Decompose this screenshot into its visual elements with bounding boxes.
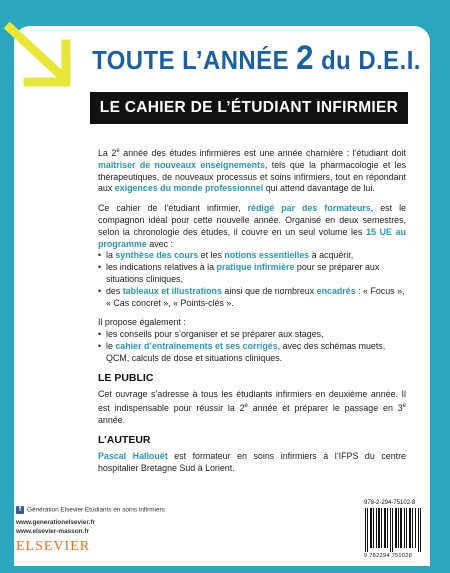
author-heading: L’AUTEUR	[98, 433, 151, 446]
intro-paragraph: La 2e année des études infirmières est une année charnière : l’étudiant doit maîtriser de nouveaux enseignements, tels que la pharmacologie et les thérapeutiques, de nouveaux processus et soins infirmiers, tout en répondant aux exigences du monde professionnel qui attend davantage de lui.	[98, 147, 407, 194]
publisher-logo: ELSEVIER	[16, 539, 91, 554]
arrow-icon	[2, 20, 88, 100]
facebook-icon: f	[16, 506, 24, 514]
barcode-icon	[364, 508, 422, 552]
list-item: • la synthèse des cours et les notions essentielles à acquérir,	[98, 250, 406, 262]
isbn-label: 978-2-294-75102-8	[364, 500, 416, 506]
public-paragraph: Cet ouvrage s’adresse à tous les étudiants infirmiers en deuxième année. Il est indispensable pour réussir la 2e année et préparer le passage en 3e année.	[98, 389, 406, 425]
list-item: • les indications relatives à la pratique infirmière pour se préparer aux situations cliniques,	[98, 262, 406, 286]
website-link[interactable]: www.elsevier-masson.fr	[16, 527, 89, 535]
list-item: • des tableaux et illustrations ainsi que de nombreux encadrés : « Focus », « Cas concret », « Points-clés ».	[98, 286, 406, 310]
book-title: TOUTE L’ANNÉE 2 du D.E.I.	[92, 39, 421, 77]
content-list	[98, 250, 406, 309]
author-name: Pascal Hallouët	[98, 451, 168, 462]
list-item: • le cahier d’entraînements et ses corrigés, avec des schémas muets, QCM, calculs de dose et situations cliniques.	[98, 341, 406, 365]
author-paragraph: Pascal Hallouët est formateur en soins infirmiers à l’IFPS du centre hospitalier Bretagne Sud à Lorient.	[98, 451, 406, 474]
book-subtitle: LE CAHIER DE L’ÉTUDIANT INFIRMIER	[90, 92, 408, 124]
extras-list	[98, 329, 406, 364]
also-paragraph: Il propose également :	[98, 317, 186, 328]
description-paragraph: Ce cahier de l’étudiant infirmier, rédigé par des formateurs, est le compagnon idéal pour cette nouvelle année. Organisé en deux semestres, selon la chronologie des études, il couvre en un seul volume les 15 UE au programme avec :	[98, 203, 406, 249]
back-cover-text	[98, 146, 406, 483]
list-item: • les conseils pour s’organiser et se préparer aux stages,	[98, 329, 406, 341]
title-block	[78, 39, 430, 77]
facebook-link[interactable]: f Génération Elsevier Etudiants en soins infirmiers	[16, 506, 165, 515]
footer-links	[16, 506, 165, 536]
isbn-number: 9 782294 751028	[364, 553, 413, 559]
public-heading: LE PUBLIC	[98, 371, 154, 384]
website-link[interactable]: www.generationelsevier.fr	[16, 519, 95, 527]
